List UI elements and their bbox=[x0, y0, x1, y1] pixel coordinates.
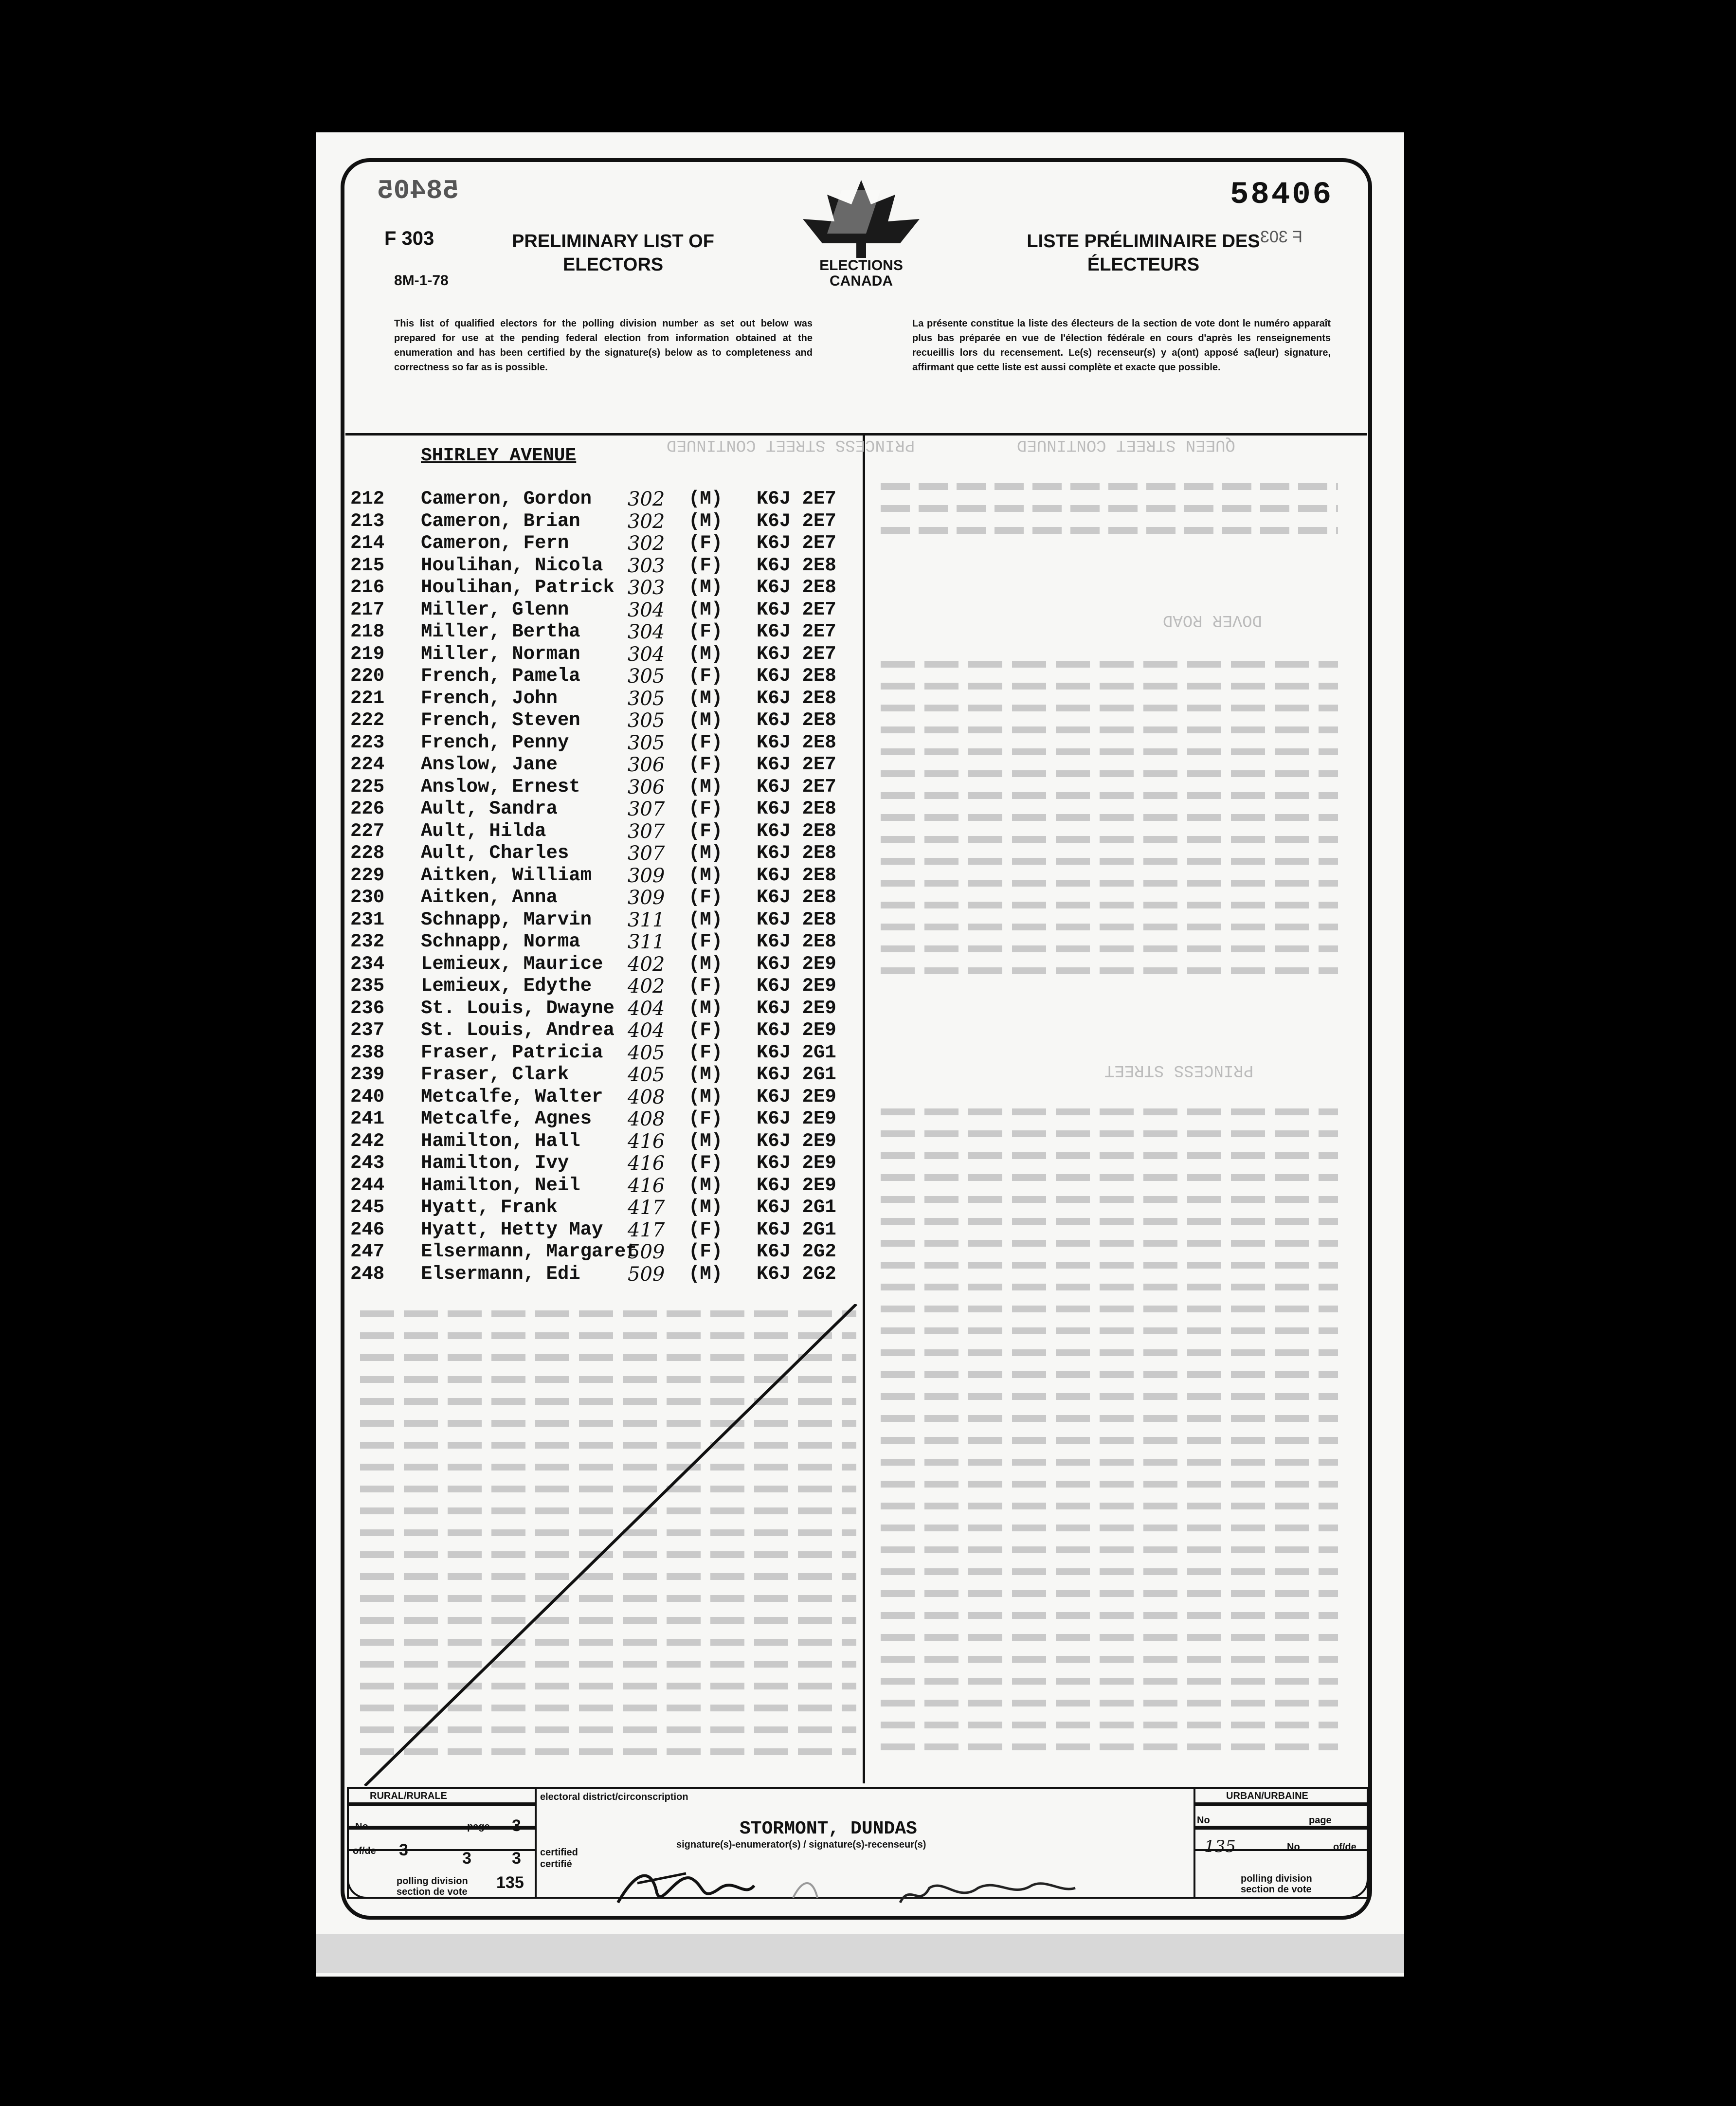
elector-number: 212 bbox=[350, 488, 385, 509]
rural-polling-label: polling division section de vote bbox=[397, 1876, 468, 1897]
title-english: PRELIMINARY LIST OF ELECTORS bbox=[512, 231, 714, 275]
elector-sex: (M) bbox=[688, 1130, 723, 1152]
house-number: 305 bbox=[628, 731, 665, 754]
urban-polling-label: polling division section de vote bbox=[1241, 1873, 1312, 1895]
rural-page-value: 3 bbox=[512, 1816, 521, 1835]
urban-label: URBAN/URBAINE bbox=[1226, 1791, 1308, 1801]
elector-name: Hamilton, Hall bbox=[421, 1130, 580, 1152]
postal-code: K6J 2E8 bbox=[757, 665, 836, 687]
rural-no-label: No bbox=[355, 1821, 368, 1832]
rural-no-value: 3 bbox=[462, 1849, 471, 1868]
elector-sex: (M) bbox=[688, 599, 723, 620]
postal-code: K6J 2G1 bbox=[757, 1064, 836, 1085]
postal-code: K6J 2E8 bbox=[757, 709, 836, 731]
postal-code: K6J 2E9 bbox=[757, 1174, 836, 1196]
elector-name: Elsermann, Margaret bbox=[421, 1241, 637, 1262]
postal-code: K6J 2G2 bbox=[757, 1241, 836, 1262]
elector-number: 229 bbox=[350, 864, 385, 886]
elector-sex: (F) bbox=[688, 665, 723, 687]
elector-number: 221 bbox=[350, 687, 385, 709]
elector-sex: (M) bbox=[688, 687, 723, 709]
elector-number: 217 bbox=[350, 599, 385, 620]
elector-number: 214 bbox=[350, 532, 385, 554]
elector-number: 241 bbox=[350, 1108, 385, 1129]
house-number: 404 bbox=[628, 1019, 665, 1042]
elector-number: 213 bbox=[350, 510, 385, 532]
scan-edge bbox=[316, 1934, 1404, 1973]
elector-number: 230 bbox=[350, 887, 385, 908]
house-number: 309 bbox=[628, 864, 665, 887]
house-number: 303 bbox=[628, 577, 665, 599]
house-number: 305 bbox=[628, 665, 665, 688]
house-number: 305 bbox=[628, 687, 665, 710]
elector-name: Houlihan, Nicola bbox=[421, 554, 603, 576]
postal-code: K6J 2E8 bbox=[757, 687, 836, 709]
elector-sex: (M) bbox=[688, 864, 723, 886]
certified-label: certified certifié bbox=[540, 1847, 578, 1870]
elector-sex: (F) bbox=[688, 754, 723, 775]
house-number: 417 bbox=[628, 1197, 665, 1219]
postal-code: K6J 2E8 bbox=[757, 577, 836, 598]
rural-of-value: 3 bbox=[399, 1841, 408, 1859]
elector-name: Schnapp, Marvin bbox=[421, 908, 592, 930]
urban-no-label-2: No bbox=[1287, 1842, 1300, 1852]
elector-number: 234 bbox=[350, 953, 385, 975]
postal-code: K6J 2G1 bbox=[757, 1197, 836, 1218]
elector-number: 243 bbox=[350, 1152, 385, 1174]
elector-number: 223 bbox=[350, 731, 385, 753]
elector-sex: (F) bbox=[688, 532, 723, 554]
elector-number: 225 bbox=[350, 776, 385, 798]
elector-number: 216 bbox=[350, 577, 385, 598]
postal-code: K6J 2E7 bbox=[757, 754, 836, 775]
elector-name: Fraser, Clark bbox=[421, 1064, 569, 1085]
elector-number: 244 bbox=[350, 1174, 385, 1196]
elector-name: Anslow, Jane bbox=[421, 754, 558, 775]
postal-code: K6J 2E8 bbox=[757, 931, 836, 952]
elector-sex: (F) bbox=[688, 621, 723, 642]
rural-of-total: 3 bbox=[512, 1849, 521, 1868]
elector-sex: (F) bbox=[688, 1241, 723, 1262]
elector-sex: (F) bbox=[688, 975, 723, 997]
elector-number: 220 bbox=[350, 665, 385, 687]
house-number: 311 bbox=[628, 908, 665, 931]
elector-number: 222 bbox=[350, 709, 385, 731]
elector-number: 237 bbox=[350, 1019, 385, 1041]
postal-code: K6J 2G2 bbox=[757, 1263, 836, 1285]
rural-page-label: page bbox=[467, 1821, 490, 1832]
elector-sex: (M) bbox=[688, 1174, 723, 1196]
district-label: electoral district/circonscription bbox=[540, 1792, 688, 1802]
elector-name: Ault, Sandra bbox=[421, 798, 558, 819]
elector-name: Miller, Norman bbox=[421, 643, 580, 665]
house-number: 307 bbox=[628, 798, 665, 820]
enumerator-signatures bbox=[608, 1859, 1168, 1917]
house-number: 416 bbox=[628, 1130, 665, 1153]
elector-sex: (M) bbox=[688, 776, 723, 798]
elector-number: 224 bbox=[350, 754, 385, 775]
house-number: 302 bbox=[628, 510, 665, 533]
house-number: 405 bbox=[628, 1064, 665, 1086]
postal-code: K6J 2E9 bbox=[757, 975, 836, 997]
elector-sex: (M) bbox=[688, 842, 723, 864]
rural-of-label: of/de bbox=[353, 1846, 376, 1856]
postal-code: K6J 2G1 bbox=[757, 1041, 836, 1063]
house-number: 307 bbox=[628, 842, 665, 865]
intro-french: La présente constitue la liste des électeurs de la section de vote dont le numéro apparaît plus bas préparée en vue de l'élection fédérale en cours d'après les renseignements recueillis lors du recensement. Le(s) recenseur(s) y a(ont) apposé sa(leur) signature, affirmant que cette liste est aussi complète et exacte que possible. bbox=[912, 318, 1331, 373]
signature-label: signature(s)-enumerator(s) / signature(s)-recenseur(s) bbox=[676, 1839, 926, 1850]
elector-sex: (F) bbox=[688, 887, 723, 908]
intro-english: This list of qualified electors for the polling division number as set out below was prepared for use at the pending federal election from information obtained at the enumeration and has been certified by the signature(s) below as to completeness and correctness so far as is possible. bbox=[394, 318, 813, 373]
elector-sex: (M) bbox=[688, 997, 723, 1019]
bleed-through-lower-left bbox=[350, 1304, 866, 1786]
elector-sex: (F) bbox=[688, 1108, 723, 1129]
elector-name: Cameron, Brian bbox=[421, 510, 580, 532]
elector-name: Elsermann, Edi bbox=[421, 1263, 580, 1285]
elector-name: Ault, Hilda bbox=[421, 820, 546, 842]
mirrored-form-number: 58405 bbox=[377, 175, 459, 206]
postal-code: K6J 2E8 bbox=[757, 887, 836, 908]
elector-number: 227 bbox=[350, 820, 385, 842]
elector-name: Lemieux, Maurice bbox=[421, 953, 603, 975]
mirrored-form-id: F 303 bbox=[1260, 228, 1302, 246]
elector-name: Cameron, Fern bbox=[421, 532, 569, 554]
postal-code: K6J 2E7 bbox=[757, 776, 836, 798]
house-number: 404 bbox=[628, 997, 665, 1020]
elector-name: Fraser, Patricia bbox=[421, 1041, 603, 1063]
rural-label: RURAL/RURALE bbox=[370, 1791, 447, 1801]
elector-number: 226 bbox=[350, 798, 385, 819]
elector-sex: (F) bbox=[688, 931, 723, 952]
elector-number: 231 bbox=[350, 908, 385, 930]
postal-code: K6J 2G1 bbox=[757, 1218, 836, 1240]
elector-name: Schnapp, Norma bbox=[421, 931, 580, 952]
bleed-through-rows bbox=[871, 477, 1367, 1761]
urban-no-label: No bbox=[1197, 1815, 1210, 1826]
elector-sex: (F) bbox=[688, 820, 723, 842]
house-number: 408 bbox=[628, 1086, 665, 1108]
elector-sex: (F) bbox=[688, 554, 723, 576]
form-id: F 303 bbox=[384, 228, 434, 249]
elector-number: 245 bbox=[350, 1197, 385, 1218]
elector-name: Hamilton, Neil bbox=[421, 1174, 580, 1196]
elector-sex: (M) bbox=[688, 953, 723, 975]
house-number: 304 bbox=[628, 599, 665, 621]
logo-text: ELECTIONS CANADA bbox=[819, 257, 903, 289]
house-number: 304 bbox=[628, 643, 665, 666]
postal-code: K6J 2E8 bbox=[757, 820, 836, 842]
house-number: 303 bbox=[628, 554, 665, 577]
elector-name: Hyatt, Hetty May bbox=[421, 1218, 603, 1240]
house-number: 405 bbox=[628, 1041, 665, 1064]
urban-polling-handwritten: 135 bbox=[1204, 1837, 1236, 1856]
postal-code: K6J 2E9 bbox=[757, 953, 836, 975]
elector-name: Aitken, William bbox=[421, 864, 592, 886]
elector-sex: (M) bbox=[688, 1197, 723, 1218]
elector-sex: (M) bbox=[688, 488, 723, 509]
house-number: 311 bbox=[628, 931, 665, 953]
rural-polling-value: 135 bbox=[496, 1873, 524, 1892]
house-number: 306 bbox=[628, 754, 665, 776]
elector-number: 215 bbox=[350, 554, 385, 576]
elector-sex: (F) bbox=[688, 731, 723, 753]
elector-sex: (F) bbox=[688, 798, 723, 819]
house-number: 416 bbox=[628, 1174, 665, 1197]
elector-name: Ault, Charles bbox=[421, 842, 569, 864]
postal-code: K6J 2E9 bbox=[757, 1108, 836, 1129]
postal-code: K6J 2E7 bbox=[757, 510, 836, 532]
elector-number: 240 bbox=[350, 1086, 385, 1107]
elector-number: 242 bbox=[350, 1130, 385, 1152]
elector-number: 235 bbox=[350, 975, 385, 997]
postal-code: K6J 2E7 bbox=[757, 599, 836, 620]
elector-number: 248 bbox=[350, 1263, 385, 1285]
elector-name: St. Louis, Dwayne bbox=[421, 997, 615, 1019]
elector-number: 239 bbox=[350, 1064, 385, 1085]
house-number: 416 bbox=[628, 1152, 665, 1175]
postal-code: K6J 2E8 bbox=[757, 908, 836, 930]
house-number: 402 bbox=[628, 953, 665, 976]
postal-code: K6J 2E9 bbox=[757, 997, 836, 1019]
title-french: LISTE PRÉLIMINAIRE DES ÉLECTEURS bbox=[1027, 231, 1260, 275]
elector-sex: (F) bbox=[688, 1152, 723, 1174]
elector-name: Hyatt, Frank bbox=[421, 1197, 558, 1218]
house-number: 417 bbox=[628, 1218, 665, 1241]
elector-name: French, Penny bbox=[421, 731, 569, 753]
elector-name: Anslow, Ernest bbox=[421, 776, 580, 798]
elector-number: 228 bbox=[350, 842, 385, 864]
elector-sex: (F) bbox=[688, 1218, 723, 1240]
house-number: 305 bbox=[628, 709, 665, 732]
elector-name: Miller, Glenn bbox=[421, 599, 569, 620]
urban-of-label: of/de bbox=[1333, 1842, 1356, 1852]
postal-code: K6J 2E9 bbox=[757, 1019, 836, 1041]
elector-sex: (M) bbox=[688, 510, 723, 532]
bleed-through-dover-road: DOVER ROAD bbox=[1163, 611, 1263, 629]
street-heading: SHIRLEY AVENUE bbox=[421, 445, 577, 466]
postal-code: K6J 2E9 bbox=[757, 1152, 836, 1174]
elector-name: Metcalfe, Agnes bbox=[421, 1108, 592, 1129]
house-number: 509 bbox=[628, 1263, 665, 1286]
house-number: 408 bbox=[628, 1108, 665, 1130]
urban-page-label: page bbox=[1309, 1815, 1332, 1826]
postal-code: K6J 2E7 bbox=[757, 621, 836, 642]
elector-number: 238 bbox=[350, 1041, 385, 1063]
elector-name: Houlihan, Patrick bbox=[421, 577, 615, 598]
form-date: 8M-1-78 bbox=[394, 272, 449, 289]
house-number: 509 bbox=[628, 1241, 665, 1263]
elector-sex: (M) bbox=[688, 1263, 723, 1285]
elector-sex: (M) bbox=[688, 577, 723, 598]
elector-number: 236 bbox=[350, 997, 385, 1019]
elector-sex: (M) bbox=[688, 908, 723, 930]
bleed-through-right-header: QUEEN STREET CONTINUED bbox=[1017, 436, 1235, 454]
postal-code: K6J 2E7 bbox=[757, 643, 836, 665]
elector-sex: (F) bbox=[688, 1019, 723, 1041]
elector-sex: (F) bbox=[688, 1041, 723, 1063]
elector-name: St. Louis, Andrea bbox=[421, 1019, 615, 1041]
elector-number: 219 bbox=[350, 643, 385, 665]
house-number: 402 bbox=[628, 975, 665, 998]
electoral-district: STORMONT, DUNDAS bbox=[740, 1818, 917, 1839]
elector-sex: (M) bbox=[688, 1086, 723, 1107]
elector-number: 247 bbox=[350, 1241, 385, 1262]
postal-code: K6J 2E8 bbox=[757, 864, 836, 886]
elector-name: Lemieux, Edythe bbox=[421, 975, 592, 997]
house-number: 304 bbox=[628, 621, 665, 643]
elector-sex: (M) bbox=[688, 1064, 723, 1085]
elector-sex: (M) bbox=[688, 643, 723, 665]
postal-code: K6J 2E8 bbox=[757, 554, 836, 576]
elector-number: 232 bbox=[350, 931, 385, 952]
elector-name: French, Pamela bbox=[421, 665, 580, 687]
postal-code: K6J 2E9 bbox=[757, 1130, 836, 1152]
postal-code: K6J 2E7 bbox=[757, 532, 836, 554]
house-number: 306 bbox=[628, 776, 665, 799]
house-number: 309 bbox=[628, 887, 665, 909]
house-number: 307 bbox=[628, 820, 665, 843]
elector-name: Aitken, Anna bbox=[421, 887, 558, 908]
postal-code: K6J 2E8 bbox=[757, 842, 836, 864]
form-number: 58406 bbox=[1230, 178, 1334, 213]
postal-code: K6J 2E8 bbox=[757, 798, 836, 819]
elector-name: Hamilton, Ivy bbox=[421, 1152, 569, 1174]
elector-sex: (M) bbox=[688, 709, 723, 731]
elector-name: Metcalfe, Walter bbox=[421, 1086, 603, 1107]
bleed-through-middle-header: PRINCESS STREET CONTINUED bbox=[667, 436, 915, 454]
house-number: 302 bbox=[628, 488, 665, 510]
postal-code: K6J 2E8 bbox=[757, 731, 836, 753]
elector-name: French, John bbox=[421, 687, 558, 709]
postal-code: K6J 2E9 bbox=[757, 1086, 836, 1107]
house-number: 302 bbox=[628, 532, 665, 555]
elector-name: Cameron, Gordon bbox=[421, 488, 592, 509]
elector-number: 218 bbox=[350, 621, 385, 642]
elector-name: Miller, Bertha bbox=[421, 621, 580, 642]
elector-name: French, Steven bbox=[421, 709, 580, 731]
elector-number: 246 bbox=[350, 1218, 385, 1240]
bleed-through-princess-street: PRINCESS STREET bbox=[1104, 1061, 1254, 1079]
postal-code: K6J 2E7 bbox=[757, 488, 836, 509]
